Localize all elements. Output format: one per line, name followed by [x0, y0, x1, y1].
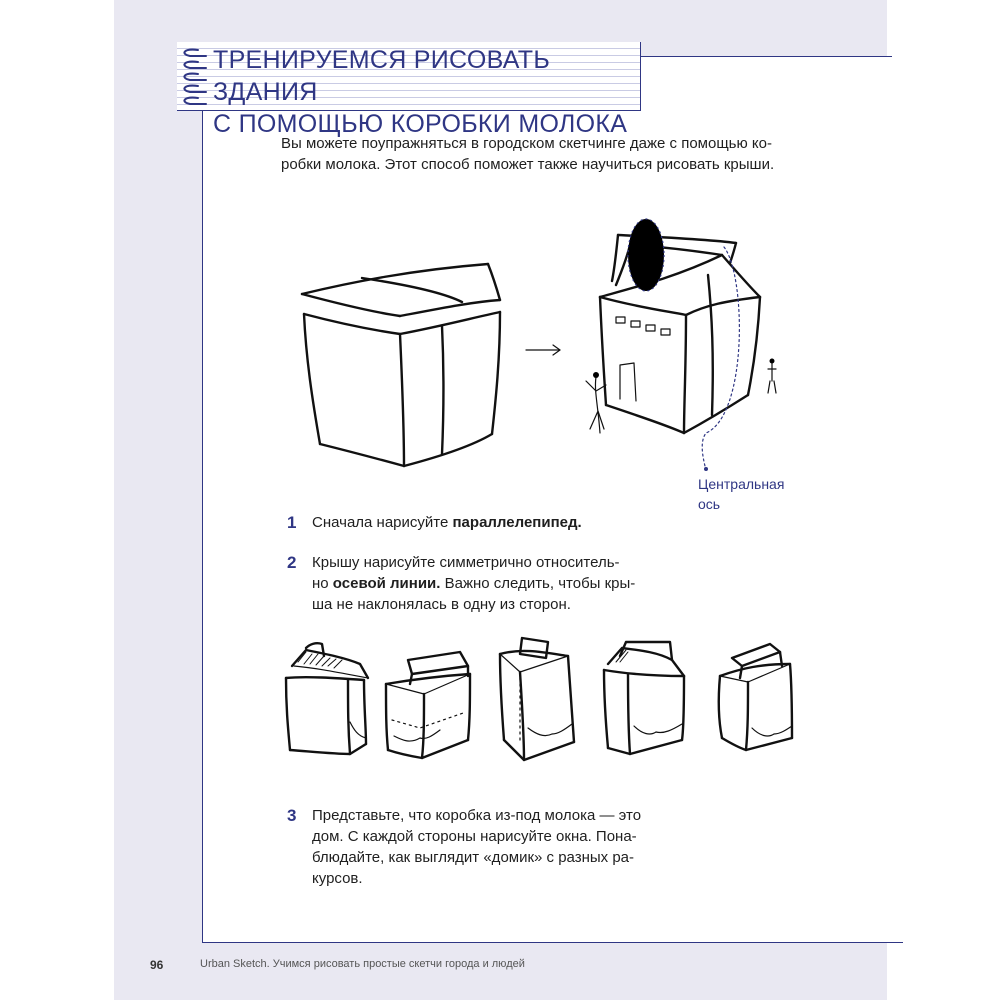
carton-sketch-2: [380, 640, 480, 760]
step-number: 3: [287, 806, 297, 825]
step-number: 2: [287, 553, 297, 572]
central-axis-caption: [698, 474, 808, 514]
step-text-bold: осевой линии.: [332, 575, 441, 592]
step-text-plain: Сначала нарисуйте: [312, 514, 453, 531]
step-text-bold: параллелепипед.: [452, 514, 582, 531]
carton-sketch-3: [492, 634, 592, 764]
running-footer-title: Urban Sketch. Учимся рисовать простые скетчи города и людей: [200, 958, 525, 970]
arrow-right-icon: [526, 343, 562, 357]
step-text-plain: но: [312, 575, 333, 592]
page-title-line-2: С ПОМОЩЬЮ КОРОБКИ МОЛОКА: [213, 110, 628, 138]
intro-line-1: Вы можете поупражняться в городском скетчинге даже с помощью ко-: [281, 135, 772, 152]
step-text: [312, 552, 652, 615]
step-text-plain: курсов.: [312, 870, 363, 887]
step-text-after: Важно следить, чтобы кры-: [440, 575, 636, 592]
caption-line-2: ось: [698, 496, 721, 512]
carton-sketch-1: [276, 638, 376, 758]
page-title: [213, 44, 638, 140]
intro-line-2: робки молока. Этот способ поможет также научиться рисовать крыши.: [281, 156, 775, 173]
caption-line-1: Центральная: [698, 476, 785, 492]
step-text: [312, 805, 652, 889]
page-title-line-1: ТРЕНИРУЕМСЯ РИСОВАТЬ ЗДАНИЯ: [213, 46, 551, 106]
intro-paragraph: [281, 133, 811, 175]
step-text-plain: Крышу нарисуйте симметрично относитель-: [312, 554, 620, 571]
step-text-plain: Представьте, что коробка из-под молока — это: [312, 807, 642, 824]
step-text-plain: дом. С каждой стороны нарисуйте окна. Пона-: [312, 828, 637, 845]
page-number: 96: [150, 958, 164, 972]
step-text-plain: блюдайте, как выглядит «домик» с разных ра-: [312, 849, 635, 866]
carton-sketch-5: [712, 638, 812, 758]
step-text: [312, 512, 652, 533]
box-sketch: [292, 258, 512, 473]
house-sketch: [576, 215, 796, 475]
spiral-binding-icon: [176, 44, 210, 110]
step-text-plain: ша не наклонялась в одну из сторон.: [312, 596, 571, 613]
step-number: 1: [287, 513, 297, 532]
carton-sketch-4: [598, 636, 698, 756]
